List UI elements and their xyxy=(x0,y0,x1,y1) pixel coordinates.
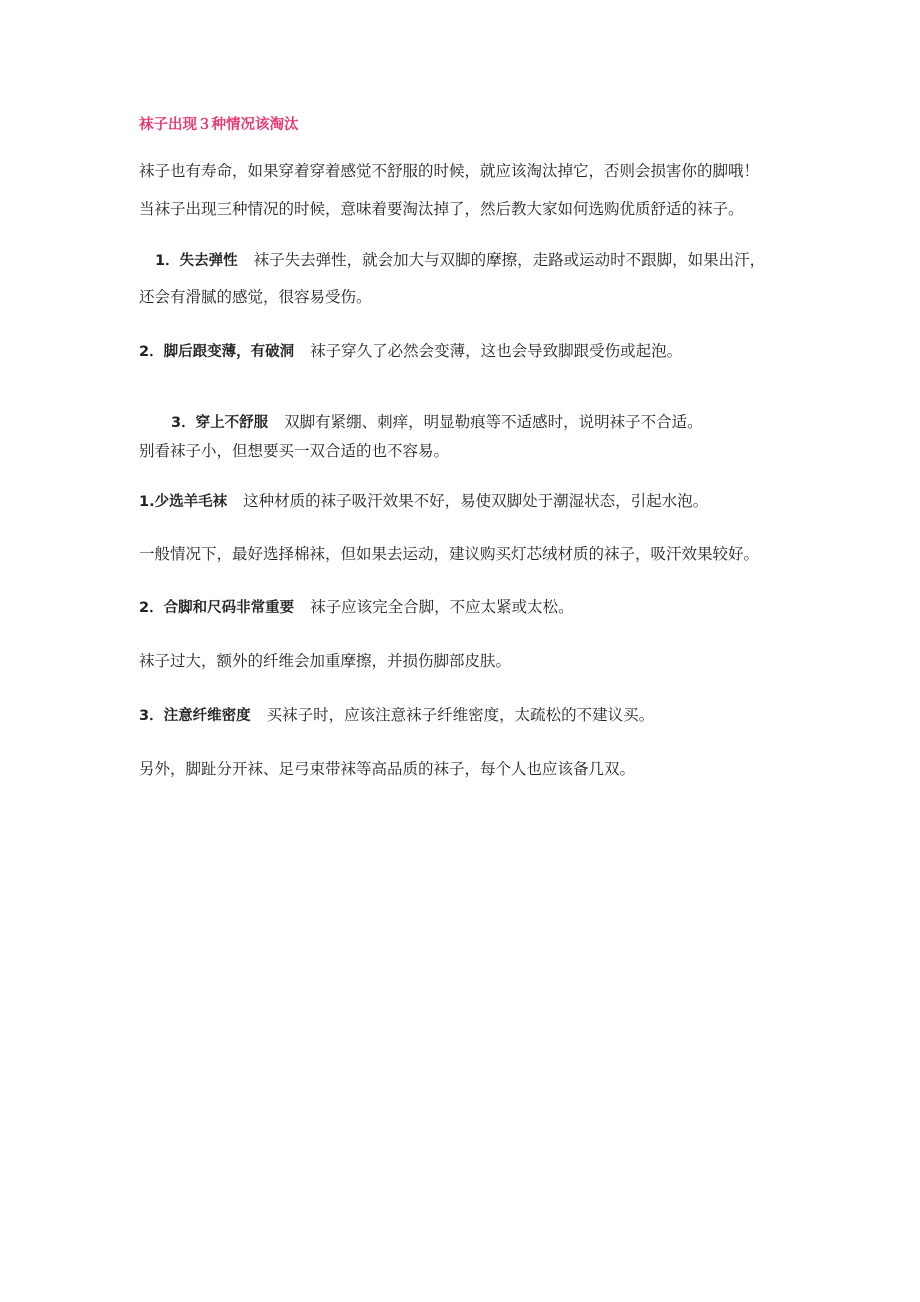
tip-3-note: 另外，脚趾分开袜、足弓束带袜等高品质的袜子，每个人也应该备几双。 xyxy=(139,760,636,778)
tip-3-text: 买袜子时，应该注意袜子纤维密度，太疏松的不建议买。 xyxy=(266,706,655,724)
sign-3-heading: 3．穿上不舒服 xyxy=(171,415,269,431)
tip-2-text: 袜子应该完全合脚，不应太紧或太松。 xyxy=(310,598,574,616)
tip-2-heading: 2．合脚和尺码非常重要 xyxy=(139,600,295,616)
sign-1-text: 袜子失去弹性，就会加大与双脚的摩擦，走路或运动时不跟脚，如果出汗， xyxy=(253,251,766,269)
sign-1-heading: 1．失去弹性 xyxy=(155,253,238,269)
document-title: 袜子出现３种情况该淘汰 xyxy=(139,117,299,133)
transition-text: 别看袜子小，但想要买一双合适的也不容易。 xyxy=(139,442,450,460)
tip-1-text: 这种材质的袜子吸汗效果不好，易使双脚处于潮湿状态，引起水泡。 xyxy=(243,492,709,510)
tip-1 xyxy=(139,490,799,513)
intro-paragraph-line-2: 当袜子出现三种情况的时候，意味着要淘汰掉了，然后教大家如何选购优质舒适的袜子。 xyxy=(139,200,744,218)
intro-paragraph-line-1: 袜子也有寿命，如果穿着穿着感觉不舒服的时候，就应该淘汰掉它，否则会损害你的脚哦！ xyxy=(139,162,760,180)
sign-3-text: 双脚有紧绷、刺痒，明显勒痕等不适感时，说明袜子不合适。 xyxy=(284,413,703,431)
sign-2-text: 袜子穿久了必然会变薄，这也会导致脚跟受伤或起泡。 xyxy=(310,342,683,360)
sign-2 xyxy=(139,340,799,363)
tip-1-heading: 1.少选羊毛袜 xyxy=(139,494,228,510)
sign-1-continuation: 还会有滑腻的感觉，很容易受伤。 xyxy=(139,288,372,306)
sign-1 xyxy=(155,249,815,272)
tip-2 xyxy=(139,596,799,619)
sign-3 xyxy=(171,411,831,434)
tip-3 xyxy=(139,704,799,727)
tip-3-heading: 3．注意纤维密度 xyxy=(139,708,251,724)
sign-2-heading: 2．脚后跟变薄，有破洞 xyxy=(139,344,295,360)
tip-1-note: 一般情况下，最好选择棉袜，但如果去运动，建议购买灯芯绒材质的袜子，吸汗效果较好。 xyxy=(139,545,760,563)
tip-2-note: 袜子过大，额外的纤维会加重摩擦，并损伤脚部皮肤。 xyxy=(139,652,512,670)
